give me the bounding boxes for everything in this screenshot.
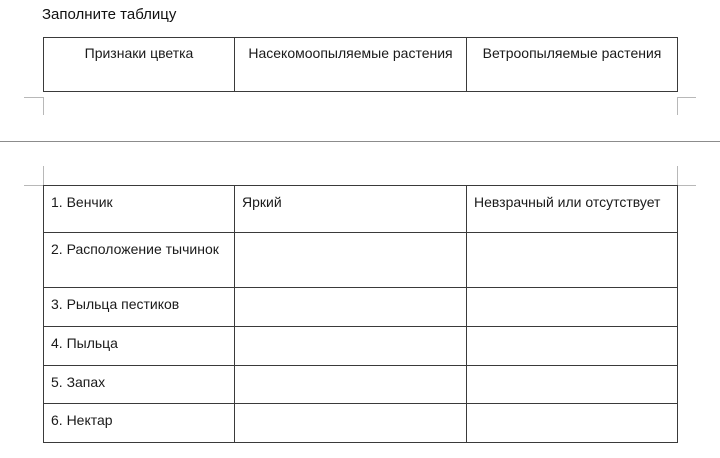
header-table bbox=[43, 37, 678, 92]
instruction-title: Заполните таблицу bbox=[42, 6, 177, 23]
table-row bbox=[44, 186, 678, 233]
header-cell-wind-pollinated: Ветроопыляемые растения bbox=[467, 38, 678, 92]
wind-cell[interactable] bbox=[467, 288, 678, 327]
table-row bbox=[44, 233, 678, 288]
table-row bbox=[44, 366, 678, 404]
table-row bbox=[44, 327, 678, 366]
feature-cell: 1. Венчик bbox=[44, 186, 235, 233]
wind-cell[interactable] bbox=[467, 404, 678, 443]
table-row bbox=[44, 288, 678, 327]
wind-cell[interactable] bbox=[467, 327, 678, 366]
margin-mark-right-h2 bbox=[677, 185, 696, 186]
insect-cell[interactable] bbox=[235, 233, 467, 288]
insect-cell[interactable] bbox=[235, 404, 467, 443]
body-table bbox=[43, 185, 678, 443]
wind-cell[interactable] bbox=[467, 366, 678, 404]
margin-mark-left-h2 bbox=[24, 185, 43, 186]
insect-cell[interactable] bbox=[235, 327, 467, 366]
insect-cell[interactable] bbox=[235, 366, 467, 404]
feature-cell: 5. Запах bbox=[44, 366, 235, 404]
feature-cell: 2. Расположение тычинок bbox=[44, 233, 235, 288]
margin-mark-left-v2 bbox=[43, 166, 44, 185]
wind-cell[interactable]: Невзрачный или отсутствует bbox=[467, 186, 678, 233]
insect-cell[interactable] bbox=[235, 288, 467, 327]
header-cell-insect-pollinated: Насекомоопыляемые растения bbox=[235, 38, 467, 92]
margin-mark-left-h bbox=[24, 97, 43, 98]
insect-cell[interactable]: Яркий bbox=[235, 186, 467, 233]
feature-cell: 6. Нектар bbox=[44, 404, 235, 443]
margin-mark-left-v bbox=[43, 97, 44, 115]
feature-cell: 3. Рыльца пестиков bbox=[44, 288, 235, 327]
table-row bbox=[44, 404, 678, 443]
margin-mark-right-v2 bbox=[677, 166, 678, 185]
header-cell-features: Признаки цветка bbox=[44, 38, 235, 92]
header-row bbox=[44, 38, 678, 92]
page-break-divider bbox=[0, 141, 720, 142]
margin-mark-right-v bbox=[677, 97, 678, 115]
feature-cell: 4. Пыльца bbox=[44, 327, 235, 366]
margin-mark-right-h bbox=[677, 97, 696, 98]
wind-cell[interactable] bbox=[467, 233, 678, 288]
